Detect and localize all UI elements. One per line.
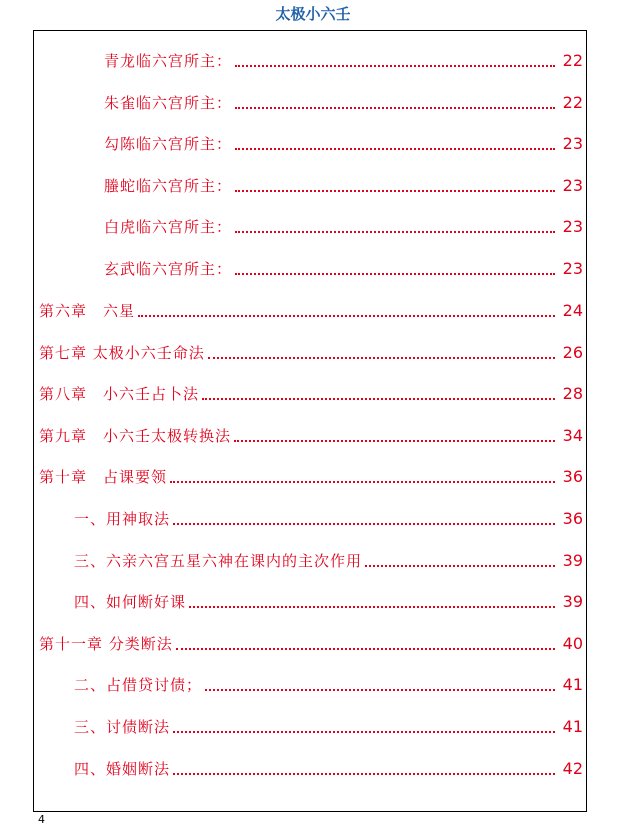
toc-entry[interactable] (34, 628, 588, 654)
toc-entry[interactable] (34, 45, 588, 71)
dot-leader (235, 107, 555, 109)
toc-entry-label: 朱雀临六宫所主： (104, 94, 233, 112)
toc-entry-label: 第十章 占课要领 (39, 468, 168, 486)
toc-entry-page: 41 (562, 717, 583, 736)
toc-entry-label: 第十一章 分类断法 (39, 635, 173, 653)
dot-leader (173, 523, 555, 525)
toc-entry-label: 螣蛇临六宫所主： (104, 177, 233, 195)
toc-entry-page: 28 (562, 384, 583, 403)
toc-entry-page: 39 (562, 592, 583, 611)
toc-entry[interactable] (34, 253, 588, 279)
toc-entry[interactable] (34, 461, 588, 487)
toc-entry[interactable] (34, 420, 588, 446)
dot-leader (138, 315, 555, 317)
footer-page-number: 4 (38, 813, 45, 826)
toc-entry-label: 二、占借贷讨债； (74, 676, 203, 694)
toc-entry-page: 22 (562, 93, 583, 112)
dot-leader (235, 231, 555, 233)
toc-entry[interactable] (34, 711, 588, 737)
dot-leader (208, 357, 555, 359)
toc-entry-page: 26 (562, 343, 583, 362)
toc-entry-page: 36 (562, 509, 583, 528)
toc-entry-page: 41 (562, 675, 583, 694)
toc-entry-page: 23 (562, 134, 583, 153)
toc-entry[interactable] (34, 87, 588, 113)
dot-leader (235, 273, 555, 275)
toc-entry-page: 42 (562, 759, 583, 778)
toc-entry-label: 第九章 小六壬太极转换法 (39, 427, 232, 445)
toc-entry-label: 四、婚姻断法 (74, 760, 171, 778)
toc-entry[interactable] (34, 545, 588, 571)
toc-entry[interactable] (34, 211, 588, 237)
toc-entry-label: 一、用神取法 (74, 510, 171, 528)
toc-entry-page: 23 (562, 259, 583, 278)
toc-entry[interactable] (34, 586, 588, 612)
dot-leader (176, 648, 555, 650)
toc-entry-label: 四、如何断好课 (74, 593, 187, 611)
toc-entry-page: 34 (562, 426, 583, 445)
dot-leader (365, 565, 555, 567)
toc-entry-page: 39 (562, 551, 583, 570)
toc-entry-label: 白虎临六宫所主： (104, 218, 233, 236)
dot-leader (234, 440, 555, 442)
toc-entry[interactable] (34, 170, 588, 196)
dot-leader (173, 731, 555, 733)
toc-entry-page: 23 (562, 217, 583, 236)
dot-leader (235, 148, 555, 150)
dot-leader (189, 606, 555, 608)
toc-entry[interactable] (34, 295, 588, 321)
toc-entry-label: 第八章 小六壬占卜法 (39, 385, 200, 403)
dot-leader (202, 398, 555, 400)
toc-entry-page: 36 (562, 467, 583, 486)
toc-entry-label: 第七章 太极小六壬命法 (39, 344, 205, 362)
running-header-title: 太极小六壬 (275, 5, 351, 23)
toc-entry[interactable] (34, 378, 588, 404)
toc-entry-label: 三、讨债断法 (74, 718, 171, 736)
toc-entry-label: 玄武临六宫所主： (104, 260, 233, 278)
dot-leader (205, 689, 555, 691)
dot-leader (173, 773, 555, 775)
toc-entry-page: 23 (562, 176, 583, 195)
toc-entry-page: 24 (562, 301, 583, 320)
toc-entry-page: 40 (562, 634, 583, 653)
toc-entry-page: 22 (562, 51, 583, 70)
toc-entry[interactable] (34, 503, 588, 529)
toc-entry-label: 勾陈临六宫所主： (104, 135, 233, 153)
toc-entry[interactable] (34, 753, 588, 779)
toc-entry-label: 第六章 六星 (39, 302, 136, 320)
toc-entry[interactable] (34, 669, 588, 695)
dot-leader (170, 481, 555, 483)
toc-entry[interactable] (34, 128, 588, 154)
toc-frame (33, 30, 587, 812)
toc-entry-label: 青龙临六宫所主： (104, 52, 233, 70)
toc-entry-label: 三、六亲六宫五星六神在课内的主次作用 (74, 552, 363, 570)
dot-leader (235, 190, 555, 192)
toc-entry[interactable] (34, 337, 588, 363)
dot-leader (235, 65, 555, 67)
